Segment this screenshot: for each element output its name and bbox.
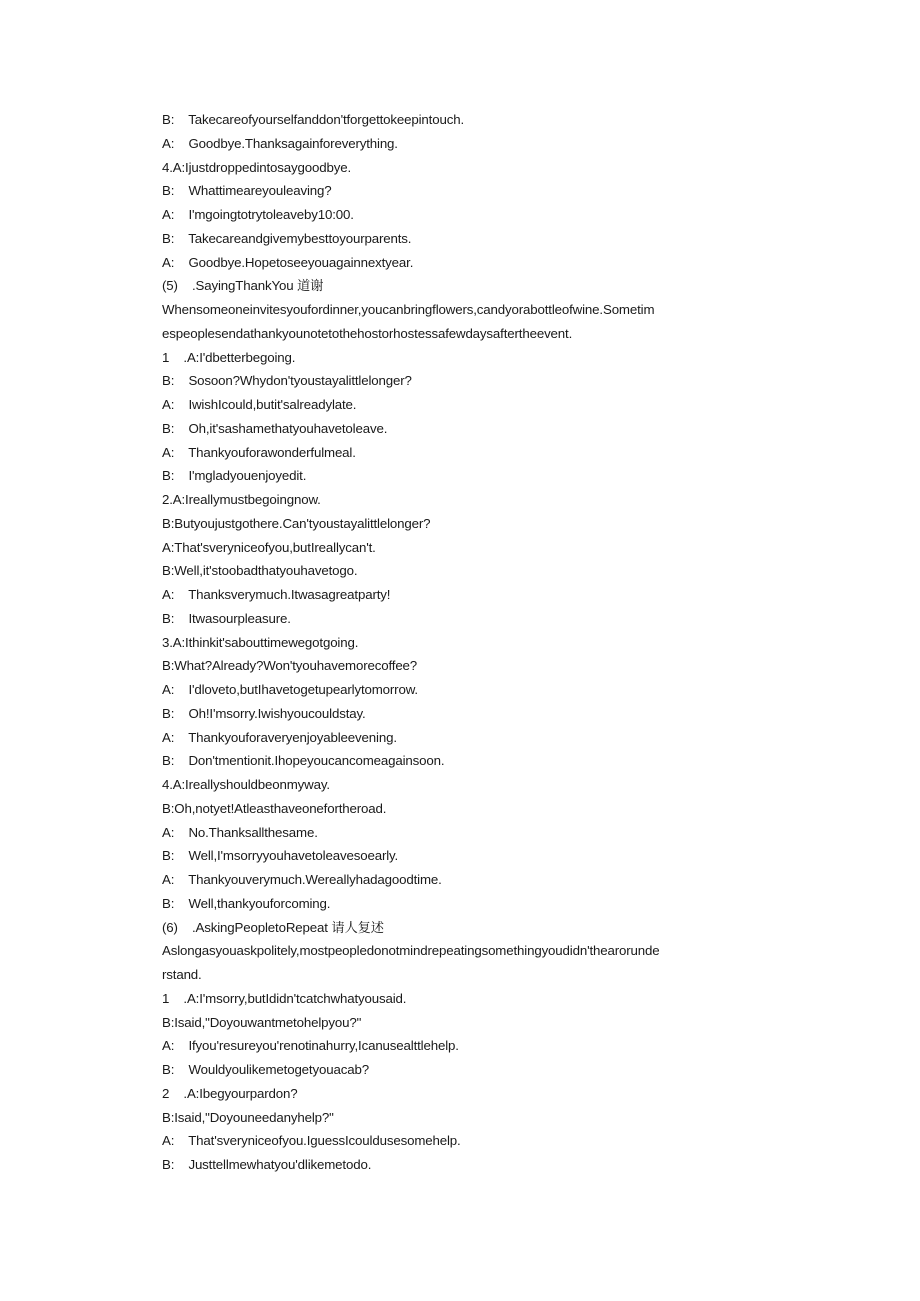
text-line: 1 .A:I'msorry,butIdidn'tcatchwhatyousaid.	[162, 990, 407, 1006]
text-line: B: I'mgladyouenjoyedit.	[162, 468, 307, 484]
text-line: B:Oh,notyet!Atleasthaveonefortheroad.	[162, 800, 387, 816]
text-line: (5) .SayingThankYou 道谢	[162, 278, 324, 294]
text-line: B: Oh!I'msorry.Iwishyoucouldstay.	[162, 705, 366, 721]
text-line: B:Well,it'stoobadthatyouhavetogo.	[162, 563, 358, 579]
text-line: rstand.	[162, 967, 202, 982]
text-line: Whensomeoneinvitesyoufordinner,youcanbringflowers,candyorabottleofwine.Sometim	[162, 302, 655, 317]
text-line: A: I'mgoingtotrytoleaveby10:00.	[162, 207, 354, 222]
text-line: A: Thankyouforaveryenjoyableevening.	[162, 729, 397, 745]
text-line: 2.A:Ireallymustbegoingnow.	[162, 492, 321, 507]
text-line: B: Itwasourpleasure.	[162, 610, 291, 626]
text-line: B: Wouldyoulikemetogetyouacab?	[162, 1062, 369, 1077]
text-line: A: Thankyouforawonderfulmeal.	[162, 444, 356, 460]
text-line: espeoplesendathankyounotetothehostorhostessafewdaysaftertheevent.	[162, 325, 573, 341]
text-line: Aslongasyouaskpolitely,mostpeopledonotmindrepeatingsomethingyoudidn'thearorunde	[162, 943, 660, 959]
text-line: B: Sosoon?Whydon'tyoustayalittlelonger?	[162, 373, 412, 389]
text-line: 4.A:Ijustdroppedintosaygoodbye.	[162, 159, 352, 175]
text-line: B:Isaid,"Doyouwantmetohelpyou?"	[162, 1014, 362, 1030]
text-line: B: Well,I'msorryyouhavetoleavesoearly.	[162, 848, 399, 864]
text-line: B: Whattimeareyouleaving?	[162, 183, 332, 199]
text-line: B:Isaid,"Doyouneedanyhelp?"	[162, 1109, 334, 1125]
text-line: A: I'dloveto,butIhavetogetupearlytomorrow.	[162, 682, 418, 697]
text-line: B:What?Already?Won'tyouhavemorecoffee?	[162, 658, 418, 674]
text-line: 3.A:Ithinkit'sabouttimewegotgoing.	[162, 634, 359, 650]
text-line: B: Takecareandgivemybesttoyourparents.	[162, 230, 412, 246]
text-line: A:That'sveryniceofyou,butIreallycan't.	[162, 539, 376, 555]
text-line: A: Thankyouverymuch.Wereallyhadagoodtime.	[162, 872, 442, 887]
text-line: 4.A:Ireallyshouldbeonmyway.	[162, 777, 330, 792]
text-line: A: Goodbye.Thanksagainforeverything.	[162, 135, 398, 151]
text-line: B: Don'tmentionit.Ihopeyoucancomeagainsoon.	[162, 753, 445, 769]
text-line: A: No.Thanksallthesame.	[162, 824, 318, 840]
text-line: 2 .A:Ibegyourpardon?	[162, 1085, 298, 1101]
text-line: B:Butyoujustgothere.Can'tyoustayalittlelonger?	[162, 515, 431, 531]
text-line: A: IwishIcould,butit'salreadylate.	[162, 397, 357, 412]
text-line: B: Justtellmewhatyou'dlikemetodo.	[162, 1157, 372, 1172]
text-line: 1 .A:I'dbetterbegoing.	[162, 349, 296, 365]
text-line: B: Well,thankyouforcoming.	[162, 895, 331, 911]
text-line: A: That'sveryniceofyou.IguessIcouldusesomehelp.	[162, 1133, 461, 1149]
text-line: A: Ifyou'resureyou'renotinahurry,Icanusealttlehelp.	[162, 1038, 459, 1054]
text-line: B: Takecareofyourselfanddon'tforgettokeepintouch.	[162, 112, 465, 127]
text-line: (6) .AskingPeopletoRepeat 请人复述	[162, 919, 384, 935]
text-line: A: Thanksverymuch.Itwasagreatparty!	[162, 587, 391, 602]
text-line: A: Goodbye.Hopetoseeyouagainnextyear.	[162, 254, 414, 270]
text-line: B: Oh,it'sashamethatyouhavetoleave.	[162, 420, 388, 436]
